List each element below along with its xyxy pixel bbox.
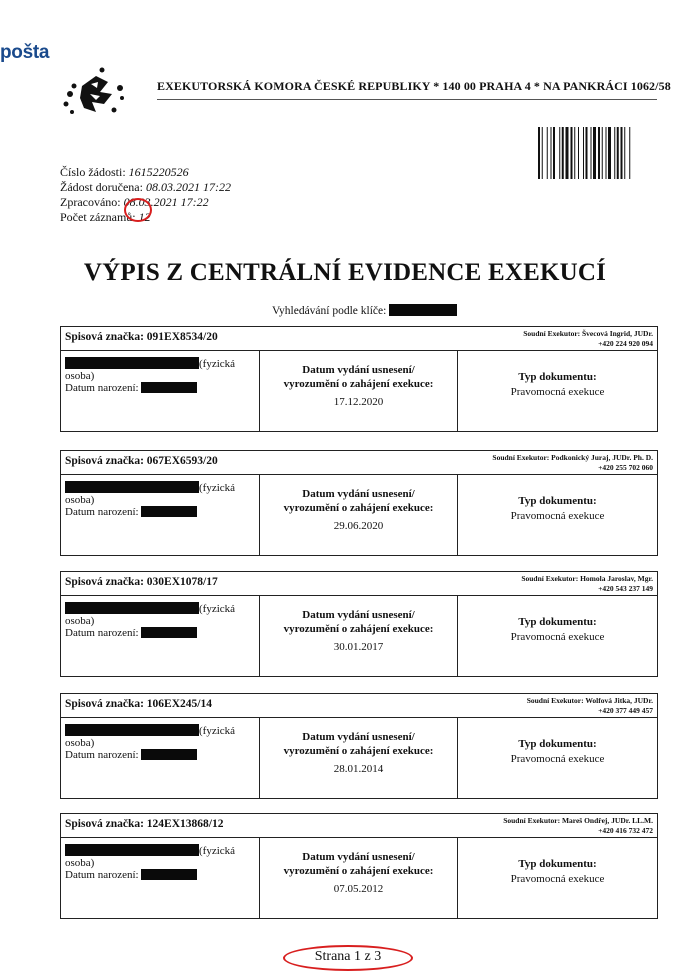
dob-label: Datum narození: <box>65 627 139 639</box>
processed-label: Zpracováno: <box>60 195 121 209</box>
doc-type-value: Pravomocná exekuce <box>510 386 605 398</box>
search-key-label: Vyhledávání podle klíče: <box>272 305 387 317</box>
redacted-dob <box>141 382 197 393</box>
redacted-dob <box>141 506 197 517</box>
record-card <box>60 326 658 432</box>
issue-date-label-line1: Datum vydání usnesení/ <box>302 731 415 743</box>
issue-date-label-line1: Datum vydání usnesení/ <box>302 488 415 500</box>
case-number-value: 030EX1078/17 <box>146 576 218 588</box>
issue-date-label-line2: vyrozumění o zahájení exekuce: <box>283 378 434 390</box>
issue-date-cell <box>260 351 458 431</box>
received-value: 08.03.2021 17:22 <box>145 180 231 194</box>
record-body <box>61 351 657 431</box>
case-number-label: Spisová značka: <box>65 818 144 830</box>
dob-label: Datum narození: <box>65 869 139 881</box>
case-number-label: Spisová značka: <box>65 331 144 343</box>
doc-type-value: Pravomocná exekuce <box>510 631 605 643</box>
doc-type-value: Pravomocná exekuce <box>510 873 605 885</box>
person-type-part2: osoba) <box>65 737 95 749</box>
record-header <box>61 327 657 351</box>
case-number-value: 091EX8534/20 <box>146 331 218 343</box>
records-count-highlight <box>124 198 152 222</box>
bailiff-name: Soudní Exekutor: Mareš Ondřej, JUDr. LL.M. <box>503 816 653 825</box>
person-type-part1: (fyzická <box>199 482 236 494</box>
issue-date-label-line2: vyrozumění o zahájení exekuce: <box>283 502 434 514</box>
dob-row <box>65 627 197 639</box>
record-card <box>60 571 658 677</box>
issue-date-label-line1: Datum vydání usnesení/ <box>302 609 415 621</box>
issue-date-cell <box>260 596 458 676</box>
request-number-label: Číslo žádosti: <box>60 165 126 179</box>
bailiff-name: Soudní Exekutor: Homola Jaroslav, Mgr. <box>521 574 653 583</box>
doc-type-value: Pravomocná exekuce <box>510 753 605 765</box>
bailiff-phone: +420 543 237 149 <box>598 584 653 593</box>
doc-type-label: Typ dokumentu: <box>518 738 597 750</box>
issue-date-cell <box>260 718 458 798</box>
bailiff-phone: +420 224 920 094 <box>598 339 653 348</box>
bailiff-name: Soudní Exekutor: Švecová Ingrid, JUDr. <box>523 329 653 338</box>
redacted-name <box>65 724 199 736</box>
issue-date-value: 28.01.2014 <box>333 763 384 775</box>
issue-date-value: 17.12.2020 <box>333 396 384 408</box>
record-body <box>61 475 657 555</box>
bailiff-info <box>523 329 653 349</box>
record-header <box>61 572 657 596</box>
person-type-part1: (fyzická <box>199 845 236 857</box>
doc-type-cell <box>458 351 657 431</box>
case-number <box>65 698 212 710</box>
record-header <box>61 814 657 838</box>
issue-date-value: 07.05.2012 <box>333 883 384 895</box>
issue-date-label <box>260 487 457 515</box>
page-number: Strana 1 z 3 <box>314 949 382 964</box>
received-row <box>60 180 231 195</box>
issue-date-label <box>260 363 457 391</box>
received-label: Žádost doručena: <box>60 180 143 194</box>
record-header <box>61 694 657 718</box>
header-divider <box>157 99 657 100</box>
issue-date-label-line1: Datum vydání usnesení/ <box>302 364 415 376</box>
case-number <box>65 331 218 343</box>
record-body <box>61 838 657 918</box>
dob-row <box>65 869 197 881</box>
issue-date-label <box>260 608 457 636</box>
records-count-value: 12 <box>138 210 151 224</box>
person-type-part1: (fyzická <box>199 358 236 370</box>
record-body <box>61 596 657 676</box>
record-card <box>60 813 658 919</box>
barcode-icon <box>538 127 658 179</box>
bailiff-info <box>527 696 653 716</box>
issue-date-label <box>260 730 457 758</box>
person-type-part2: osoba) <box>65 857 95 869</box>
issue-date-cell <box>260 475 458 555</box>
case-number <box>65 576 218 588</box>
issue-date-label-line1: Datum vydání usnesení/ <box>302 851 415 863</box>
institution-header: EXEKUTORSKÁ KOMORA ČESKÉ REPUBLIKY * 140 00 PRAHA 4 * NA PANKRÁCI 1062/58 <box>157 79 671 93</box>
redacted-name <box>65 602 199 614</box>
issue-date-value: 29.06.2020 <box>333 520 384 532</box>
person-name-row <box>65 844 235 857</box>
person-type-part2: osoba) <box>65 615 95 627</box>
doc-type-cell <box>458 718 657 798</box>
bailiff-info <box>492 453 653 473</box>
issue-date-value: 30.01.2017 <box>333 641 384 653</box>
person-cell <box>61 838 260 918</box>
redacted-search-key <box>389 304 457 316</box>
issue-date-label-line2: vyrozumění o zahájení exekuce: <box>283 865 434 877</box>
doc-type-cell <box>458 596 657 676</box>
redacted-dob <box>141 627 197 638</box>
doc-type-label: Typ dokumentu: <box>518 495 597 507</box>
record-card <box>60 450 658 556</box>
request-number-value: 1615220526 <box>128 165 189 179</box>
case-number-label: Spisová značka: <box>65 455 144 467</box>
person-type-part2: osoba) <box>65 494 95 506</box>
dob-row <box>65 749 197 761</box>
record-body <box>61 718 657 798</box>
bailiff-info <box>521 574 653 594</box>
issue-date-label-line2: vyrozumění o zahájení exekuce: <box>283 745 434 757</box>
person-cell <box>61 718 260 798</box>
record-card <box>60 693 658 799</box>
processed-value: 08.03.2021 17:22 <box>123 195 209 209</box>
person-name-row <box>65 481 235 494</box>
dob-row <box>65 506 197 518</box>
person-type-part1: (fyzická <box>199 603 236 615</box>
person-type-part1: (fyzická <box>199 725 236 737</box>
records-count-label: Počet záznamů: <box>60 210 136 224</box>
doc-type-cell <box>458 838 657 918</box>
case-number-value: 067EX6593/20 <box>146 455 218 467</box>
dob-label: Datum narození: <box>65 749 139 761</box>
bailiff-phone: +420 416 732 472 <box>598 826 653 835</box>
doc-type-value: Pravomocná exekuce <box>510 510 605 522</box>
case-number <box>65 455 218 467</box>
dob-label: Datum narození: <box>65 382 139 394</box>
case-number <box>65 818 223 830</box>
case-number-label: Spisová značka: <box>65 698 144 710</box>
bailiff-phone: +420 377 449 457 <box>598 706 653 715</box>
redacted-name <box>65 844 199 856</box>
redacted-name <box>65 481 199 493</box>
person-cell <box>61 475 260 555</box>
case-number-value: 106EX245/14 <box>146 698 212 710</box>
issue-date-cell <box>260 838 458 918</box>
request-number-row <box>60 165 231 180</box>
doc-type-label: Typ dokumentu: <box>518 616 597 628</box>
person-name-row <box>65 357 235 370</box>
doc-type-label: Typ dokumentu: <box>518 858 597 870</box>
person-cell <box>61 351 260 431</box>
person-name-row <box>65 724 235 737</box>
posta-logo: pošta <box>0 42 50 63</box>
bailiff-name: Soudní Exekutor: Podkonický Juraj, JUDr. Ph. D. <box>492 453 653 462</box>
dob-label: Datum narození: <box>65 506 139 518</box>
case-number-label: Spisová značka: <box>65 576 144 588</box>
issue-date-label-line2: vyrozumění o zahájení exekuce: <box>283 623 434 635</box>
bailiff-phone: +420 255 702 060 <box>598 463 653 472</box>
redacted-name <box>65 357 199 369</box>
document-title: VÝPIS Z CENTRÁLNÍ EVIDENCE EXEKUCÍ <box>83 259 607 286</box>
chamber-emblem-icon <box>62 64 128 128</box>
person-cell <box>61 596 260 676</box>
bailiff-name: Soudní Exekutor: Wolfová Jitka, JUDr. <box>526 696 653 705</box>
doc-type-cell <box>458 475 657 555</box>
doc-type-label: Typ dokumentu: <box>518 371 597 383</box>
case-number-value: 124EX13868/12 <box>146 818 224 830</box>
dob-row <box>65 382 197 394</box>
record-header <box>61 451 657 475</box>
search-key <box>272 304 457 317</box>
redacted-dob <box>141 749 197 760</box>
person-name-row <box>65 602 235 615</box>
issue-date-label <box>260 850 457 878</box>
redacted-dob <box>141 869 197 880</box>
person-type-part2: osoba) <box>65 370 95 382</box>
bailiff-info <box>503 816 653 836</box>
